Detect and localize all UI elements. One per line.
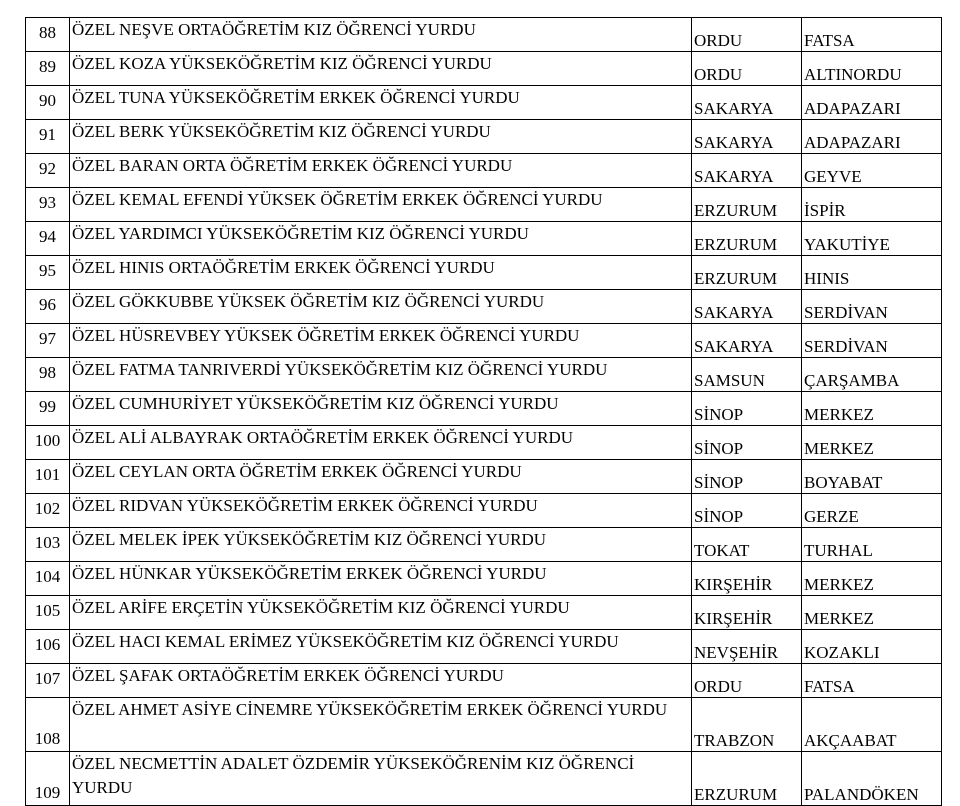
- district: İSPİR: [802, 188, 942, 222]
- row-number: 98: [26, 358, 70, 392]
- dormitory-name: ÖZEL AHMET ASİYE CİNEMRE YÜKSEKÖĞRETİM ERKEK ÖĞRENCİ YURDU: [70, 698, 692, 752]
- dormitory-name: ÖZEL CUMHURİYET YÜKSEKÖĞRETİM KIZ ÖĞRENCİ YURDU: [70, 392, 692, 426]
- table-row: [26, 324, 942, 358]
- province: SİNOP: [692, 426, 802, 460]
- province: ERZURUM: [692, 188, 802, 222]
- table-row: [26, 664, 942, 698]
- dormitory-name: ÖZEL TUNA YÜKSEKÖĞRETİM ERKEK ÖĞRENCİ YURDU: [70, 86, 692, 120]
- province: ERZURUM: [692, 752, 802, 806]
- district: FATSA: [802, 18, 942, 52]
- table-row: [26, 528, 942, 562]
- dormitory-name: ÖZEL KEMAL EFENDİ YÜKSEK ÖĞRETİM ERKEK ÖĞRENCİ YURDU: [70, 188, 692, 222]
- district: FATSA: [802, 664, 942, 698]
- province: SAMSUN: [692, 358, 802, 392]
- row-number: 96: [26, 290, 70, 324]
- district: MERKEZ: [802, 426, 942, 460]
- row-number: 92: [26, 154, 70, 188]
- province: KIRŞEHİR: [692, 562, 802, 596]
- district: SERDİVAN: [802, 290, 942, 324]
- district: ÇARŞAMBA: [802, 358, 942, 392]
- row-number: 104: [26, 562, 70, 596]
- table-row: [26, 256, 942, 290]
- table-row: [26, 392, 942, 426]
- district: HINIS: [802, 256, 942, 290]
- table-row: [26, 290, 942, 324]
- province: ORDU: [692, 52, 802, 86]
- province: SİNOP: [692, 494, 802, 528]
- district: TURHAL: [802, 528, 942, 562]
- dormitory-name: ÖZEL ALİ ALBAYRAK ORTAÖĞRETİM ERKEK ÖĞRENCİ YURDU: [70, 426, 692, 460]
- province: ORDU: [692, 664, 802, 698]
- table-row: [26, 222, 942, 256]
- dormitory-name: ÖZEL RIDVAN YÜKSEKÖĞRETİM ERKEK ÖĞRENCİ YURDU: [70, 494, 692, 528]
- province: TRABZON: [692, 698, 802, 752]
- dormitory-name: ÖZEL ARİFE ERÇETİN YÜKSEKÖĞRETİM KIZ ÖĞRENCİ YURDU: [70, 596, 692, 630]
- row-number: 91: [26, 120, 70, 154]
- province: SAKARYA: [692, 290, 802, 324]
- dormitory-name: ÖZEL HACI KEMAL ERİMEZ YÜKSEKÖĞRETİM KIZ ÖĞRENCİ YURDU: [70, 630, 692, 664]
- table-row: [26, 630, 942, 664]
- row-number: 100: [26, 426, 70, 460]
- district: KOZAKLI: [802, 630, 942, 664]
- dormitory-name: ÖZEL HÜNKAR YÜKSEKÖĞRETİM ERKEK ÖĞRENCİ YURDU: [70, 562, 692, 596]
- row-number: 101: [26, 460, 70, 494]
- dormitory-name: ÖZEL BERK YÜKSEKÖĞRETİM KIZ ÖĞRENCİ YURDU: [70, 120, 692, 154]
- table-row: [26, 358, 942, 392]
- row-number: 105: [26, 596, 70, 630]
- province: ORDU: [692, 18, 802, 52]
- district: ADAPAZARI: [802, 86, 942, 120]
- dormitory-name: ÖZEL NEŞVE ORTAÖĞRETİM KIZ ÖĞRENCİ YURDU: [70, 18, 692, 52]
- district: ADAPAZARI: [802, 120, 942, 154]
- row-number: 106: [26, 630, 70, 664]
- dormitory-name: ÖZEL ŞAFAK ORTAÖĞRETİM ERKEK ÖĞRENCİ YURDU: [70, 664, 692, 698]
- table-row: [26, 120, 942, 154]
- dormitory-name: ÖZEL CEYLAN ORTA ÖĞRETİM ERKEK ÖĞRENCİ YURDU: [70, 460, 692, 494]
- district: GEYVE: [802, 154, 942, 188]
- district: MERKEZ: [802, 562, 942, 596]
- dormitory-name: ÖZEL FATMA TANRIVERDİ YÜKSEKÖĞRETİM KIZ ÖĞRENCİ YURDU: [70, 358, 692, 392]
- dormitory-name: ÖZEL NECMETTİN ADALET ÖZDEMİR YÜKSEKÖĞRENİM KIZ ÖĞRENCİ YURDU: [70, 752, 692, 806]
- document-page: [25, 17, 942, 806]
- row-number: 99: [26, 392, 70, 426]
- row-number: 89: [26, 52, 70, 86]
- table-row: [26, 460, 942, 494]
- row-number: 107: [26, 664, 70, 698]
- dormitory-name: ÖZEL BARAN ORTA ÖĞRETİM ERKEK ÖĞRENCİ YURDU: [70, 154, 692, 188]
- table-row: [26, 86, 942, 120]
- table-row: [26, 188, 942, 222]
- district: MERKEZ: [802, 392, 942, 426]
- row-number: 94: [26, 222, 70, 256]
- row-number: 97: [26, 324, 70, 358]
- row-number: 109: [26, 752, 70, 806]
- district: ALTINORDU: [802, 52, 942, 86]
- table-row: [26, 18, 942, 52]
- dormitory-name: ÖZEL HINIS ORTAÖĞRETİM ERKEK ÖĞRENCİ YURDU: [70, 256, 692, 290]
- province: SAKARYA: [692, 324, 802, 358]
- row-number: 102: [26, 494, 70, 528]
- row-number: 95: [26, 256, 70, 290]
- province: KIRŞEHİR: [692, 596, 802, 630]
- row-number: 88: [26, 18, 70, 52]
- district: PALANDÖKEN: [802, 752, 942, 806]
- province: SİNOP: [692, 460, 802, 494]
- table-row: [26, 562, 942, 596]
- table-row: [26, 698, 942, 752]
- row-number: 93: [26, 188, 70, 222]
- province: SAKARYA: [692, 120, 802, 154]
- table-row: [26, 426, 942, 460]
- table-row: [26, 596, 942, 630]
- province: TOKAT: [692, 528, 802, 562]
- district: AKÇAABAT: [802, 698, 942, 752]
- district: BOYABAT: [802, 460, 942, 494]
- dormitory-name: ÖZEL YARDIMCI YÜKSEKÖĞRETİM KIZ ÖĞRENCİ YURDU: [70, 222, 692, 256]
- district: YAKUTİYE: [802, 222, 942, 256]
- table-row: [26, 154, 942, 188]
- table-body: [26, 18, 942, 806]
- district: GERZE: [802, 494, 942, 528]
- dormitory-name: ÖZEL HÜSREVBEY YÜKSEK ÖĞRETİM ERKEK ÖĞRENCİ YURDU: [70, 324, 692, 358]
- table-row: [26, 52, 942, 86]
- table-row: [26, 494, 942, 528]
- district: MERKEZ: [802, 596, 942, 630]
- province: ERZURUM: [692, 222, 802, 256]
- row-number: 90: [26, 86, 70, 120]
- district: SERDİVAN: [802, 324, 942, 358]
- table-row: [26, 752, 942, 806]
- row-number: 103: [26, 528, 70, 562]
- dormitory-name: ÖZEL GÖKKUBBE YÜKSEK ÖĞRETİM KIZ ÖĞRENCİ YURDU: [70, 290, 692, 324]
- province: NEVŞEHİR: [692, 630, 802, 664]
- dormitory-name: ÖZEL MELEK İPEK YÜKSEKÖĞRETİM KIZ ÖĞRENCİ YURDU: [70, 528, 692, 562]
- province: SAKARYA: [692, 86, 802, 120]
- province: ERZURUM: [692, 256, 802, 290]
- dormitory-table: [25, 17, 942, 806]
- province: SAKARYA: [692, 154, 802, 188]
- dormitory-name: ÖZEL KOZA YÜKSEKÖĞRETİM KIZ ÖĞRENCİ YURDU: [70, 52, 692, 86]
- row-number: 108: [26, 698, 70, 752]
- province: SİNOP: [692, 392, 802, 426]
